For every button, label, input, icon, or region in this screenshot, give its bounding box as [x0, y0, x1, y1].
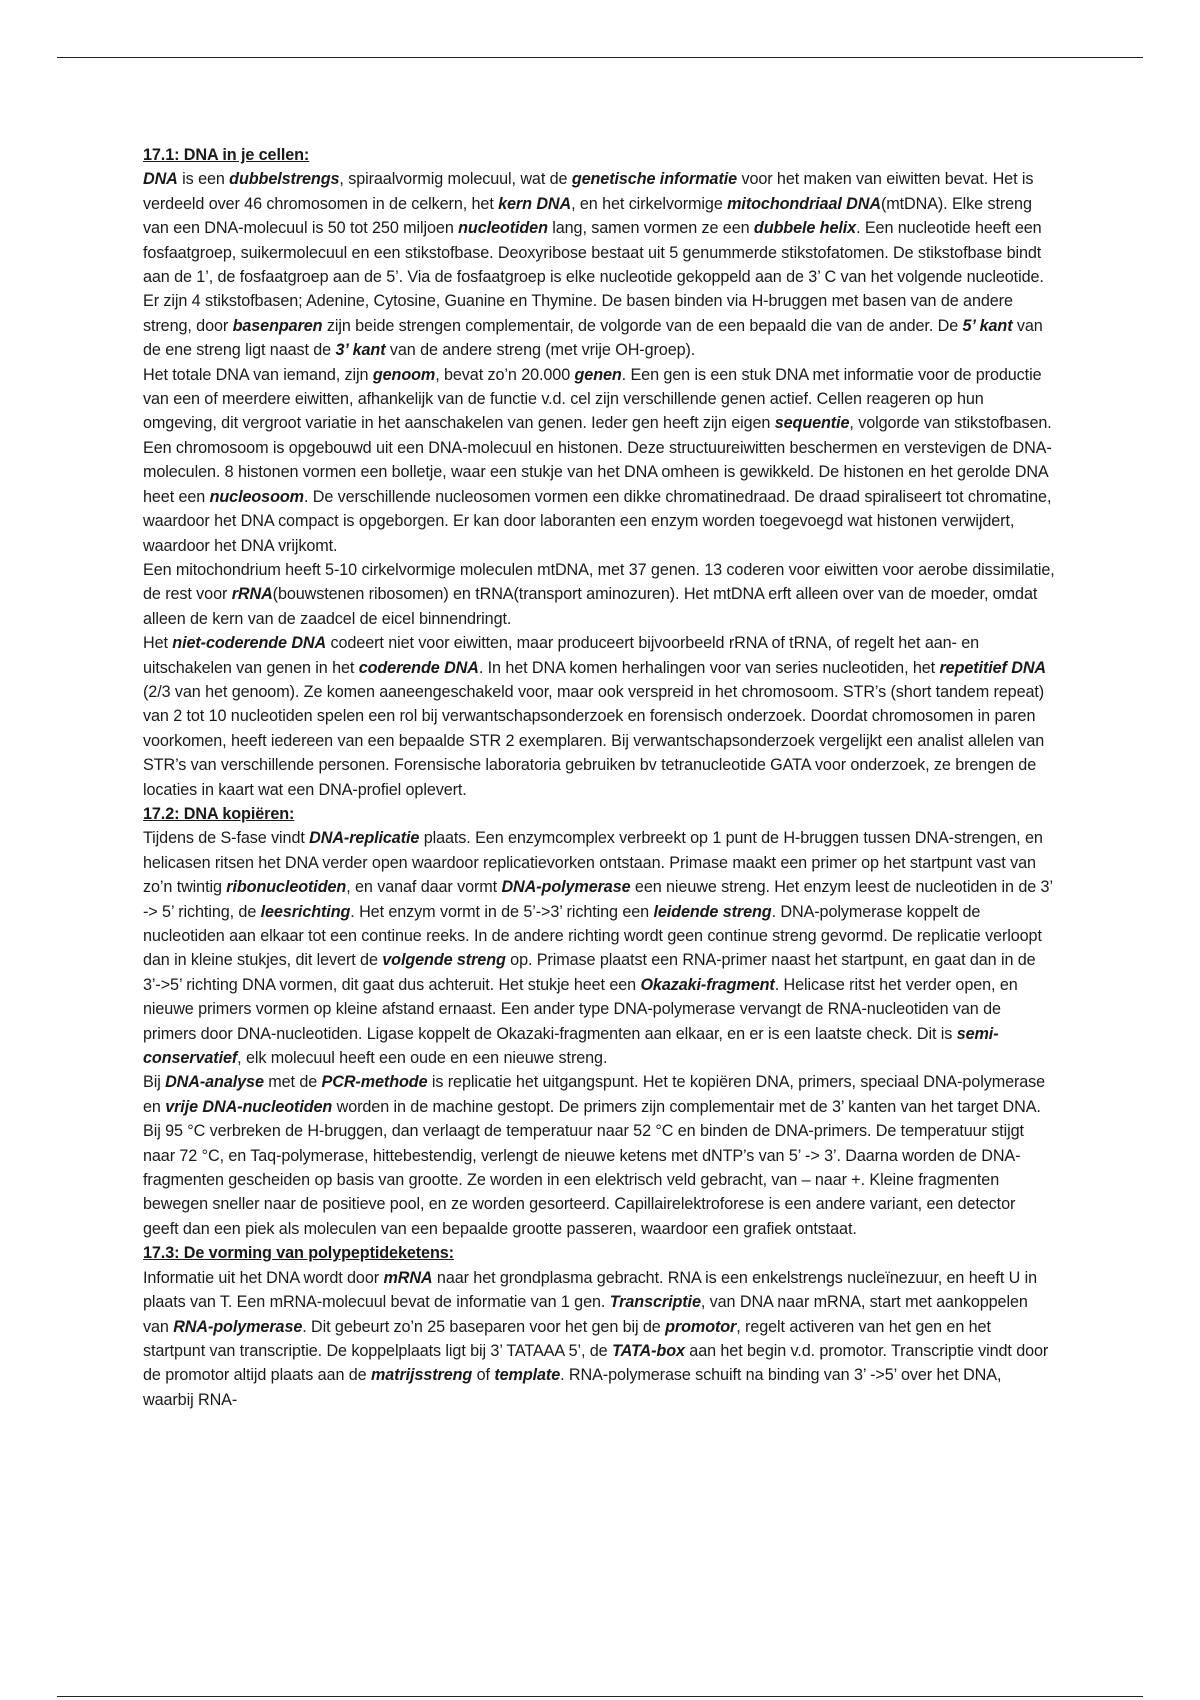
bottom-rule: [57, 1696, 1143, 1697]
key-term: nucleotiden: [458, 219, 548, 238]
text-run: , elk molecuul heeft een oude en een nieuwe streng.: [237, 1049, 608, 1068]
key-term: TATA-box: [611, 1341, 685, 1360]
key-term: basenparen: [232, 316, 323, 335]
text-run: van de andere streng (met vrije OH-groep).: [385, 341, 696, 360]
text-run: Bij: [143, 1073, 166, 1092]
text-run: (mtDNA). Elke streng van een DNA-molecuul is 50 tot 250 miljoen: [143, 194, 1032, 238]
key-term: rRNA: [231, 585, 273, 604]
text-run: Een mitochondrium heeft 5-10 cirkelvormige moleculen mtDNA, met 37 genen. 13 coderen voor eiwitten voor aerobe dissimilatie, de rest voor: [143, 560, 1055, 604]
text-run: worden in de machine gestopt. De primers zijn complementair met de 3’ kanten van het target DNA. Bij 95 °C verbreken de H-bruggen, dan verlaagt de temperatuur naar 52 °C en binden de DNA-primers. De temperatuur stijgt naar 72 °C, en Taq-polymerase, hittebestendig, verlengt de nieuwe ketens met dNTP’s van 5’ -> 3’. Daarna worden de DNA-fragmenten gescheiden op basis van grootte. Ze worden in een elektrisch veld gebracht, van – naar +. Kleine fragmenten bewegen sneller naar de positieve pool, en ze worden gesorteerd. Capillairelektroforese is een andere variant, een detector geeft dan een piek als moleculen van een bepaalde grootte passeren, waardoor een grafiek ontstaat.: [143, 1097, 1041, 1238]
text-run: . Een nucleotide heeft een fosfaatgroep, suikermolecuul en een stikstofbase. Deoxyribose bestaat uit 5 genummerde stikstofatomen. De stikstofbase bindt aan de 1’, de fosfaatgroep aan de 5’. Via de fosfaatgroep is elke nucleotide gekoppeld aan de 3’ C van het volgende nucleotide. Er zijn 4 stikstofbasen; Adenine, Cytosine, Guanine en Thymine. De basen binden via H-bruggen met basen van de andere streng, door: [143, 219, 1044, 335]
paragraph: [143, 1070, 1055, 1241]
text-run: zijn beide strengen complementair, de volgorde van de een bepaald die van de ander. De: [322, 316, 963, 335]
key-term: Transcriptie: [609, 1293, 701, 1312]
text-run: Het totale DNA van iemand, zijn: [143, 365, 373, 384]
key-term: DNA-replicatie: [309, 829, 420, 848]
key-term: 5’ kant: [962, 316, 1013, 335]
key-term: leidende streng: [653, 902, 772, 921]
text-run: , bevat zo’n 20.000: [435, 365, 575, 384]
key-term: volgende streng: [382, 951, 506, 970]
text-run: . DNA-polymerase koppelt de nucleotiden aan elkaar tot een continue reeks. In de andere richting wordt geen continue streng gevormd. De replicatie verloopt dan in kleine stukjes, dit levert de: [143, 902, 1042, 970]
text-run: . Dit gebeurt zo’n 25 baseparen voor het gen bij de: [302, 1317, 666, 1336]
text-run: plaats. Een enzymcomplex verbreekt op 1 punt de H-bruggen tussen DNA-strengen, en helicasen ritsen het DNA verder open waardoor replicatievorken ontstaan. Primase maakt een primer op het startpunt vast van zo’n twintig: [143, 829, 1043, 897]
text-run: . Helicase ritst het verder open, en nieuwe primers vormen op kleine afstand ernaast. Een ander type DNA-polymerase vervangt de RNA-nucleotiden van de primers door DNA-nucleotiden. Ligase koppelt de Okazaki-fragmenten aan elkaar, en er is een laatste check. Dit is: [143, 975, 1018, 1043]
key-term: matrijsstreng: [370, 1366, 473, 1385]
paragraph: [143, 436, 1055, 558]
key-term: dubbelstrengs: [229, 170, 340, 189]
text-run: , regelt activeren van het gen en het startpunt van transcriptie. De koppelplaats ligt bij 3’ TATAAA 5’, de: [143, 1317, 991, 1360]
text-run: , van DNA naar mRNA, start met aankoppelen van: [143, 1293, 1028, 1336]
text-run: , spiraalvormig molecuul, wat de: [339, 170, 572, 189]
text-run: Het: [143, 634, 173, 653]
key-term: sequentie: [774, 414, 850, 433]
key-term: repetitief DNA: [939, 658, 1046, 677]
paragraph: [143, 558, 1055, 631]
key-term: semi-conservatief: [143, 1024, 999, 1068]
key-term: coderende DNA: [358, 658, 479, 677]
text-run: (2/3 van het genoom). Ze komen aaneengeschakeld voor, maar ook verspreid in het chromosoom. STR’s (short tandem repeat) van 2 tot 10 nucleotiden spelen een rol bij verwantschapsonderzoek en forensisch onderzoek. Doordat chromosomen in paren voorkomen, heeft iedereen van een bepaalde STR 2 exemplaren. Bij verwantschapsonderzoek vergelijkt een analist allelen van STR’s van verschillende personen. Forensische laboratoria gebruiken bv tetranucleotide GATA voor onderzoek, ze brengen de locaties in kaart wat een DNA-profiel oplevert.: [143, 682, 1045, 799]
text-run: . Het enzym vormt in de 5’->3’ richting een: [350, 902, 654, 921]
key-term: leesrichting: [260, 902, 351, 921]
section-heading: 17.3: De vorming van polypeptideketens:: [143, 1244, 454, 1263]
text-run: Informatie uit het DNA wordt door: [143, 1268, 384, 1287]
text-run: , en het cirkelvormige: [571, 194, 728, 213]
key-term: template: [494, 1366, 561, 1385]
text-run: van de ene streng ligt naast de: [143, 316, 1043, 360]
key-term: genetische informatie: [571, 170, 738, 189]
text-run: met de: [263, 1073, 322, 1092]
key-term: mRNA: [383, 1268, 433, 1287]
document-body: [143, 143, 1055, 1412]
text-run: . De verschillende nucleosomen vormen een dikke chromatinedraad. De draad spiraliseert tot chromatine, waardoor het DNA compact is opgeborgen. Er kan door laboranten een enzym worden toegevoegd wat histonen verwijdert, waardoor het DNA vrijkomt.: [143, 487, 1052, 555]
text-run: naar het grondplasma gebracht. RNA is een enkelstrengs nucleïnezuur, en heeft U in plaats van T. Een mRNA-molecuul bevat de informatie van 1 gen.: [143, 1268, 1038, 1312]
section-heading: 17.2: DNA kopiëren:: [143, 804, 295, 823]
text-run: . Een gen is een stuk DNA met informatie voor de productie van een of meerdere eiwitten, afhankelijk van de functie v.d. cel zijn verschillende genen actief. Cellen reageren op hun omgeving, dit vergroot variatie in het aanschakelen van genen. Ieder gen heeft zijn eigen: [143, 365, 1042, 433]
text-run: (bouwstenen ribosomen) en tRNA(transport aminozuren). Het mtDNA erft alleen over van de moeder, omdat alleen de kern van de zaadcel de eicel binnendringt.: [143, 585, 1038, 628]
section-heading: 17.1: DNA in je cellen:: [143, 146, 310, 164]
key-term: promotor: [665, 1317, 737, 1336]
key-term: genen: [574, 365, 622, 384]
key-term: DNA-polymerase: [501, 878, 631, 897]
text-run: Tijdens de S-fase vindt: [143, 829, 310, 848]
text-run: , en vanaf daar vormt: [346, 878, 502, 897]
paragraph: [143, 1266, 1055, 1412]
key-term: genoom: [372, 365, 436, 384]
text-run: lang, samen vormen ze een: [547, 219, 754, 238]
text-run: codeert niet voor eiwitten, maar produceert bijvoorbeeld rRNA of tRNA, of regelt het aan- en uitschakelen van genen in het: [143, 634, 980, 677]
text-run: . RNA-polymerase schuift na binding van 3’ ->5’ over het DNA, waarbij RNA-: [143, 1366, 1002, 1409]
text-run: een nieuwe streng. Het enzym leest de nucleotiden in de 3’ -> 5’ richting, de: [143, 878, 1053, 921]
text-run: of: [472, 1366, 495, 1385]
top-rule: [57, 57, 1143, 58]
paragraph: [143, 826, 1055, 1070]
key-term: DNA-analyse: [165, 1073, 264, 1092]
paragraph: [143, 167, 1055, 362]
text-run: aan het begin v.d. promotor. Transcriptie vindt door de promotor altijd plaats aan de: [143, 1341, 1049, 1385]
text-run: op. Primase plaatst een RNA-primer naast het startpunt, en gaat dan in de 3’->5’ richting DNA vormen, dit gaat dus achteruit. Het stukje heet een: [143, 951, 1036, 994]
key-term: RNA-polymerase: [173, 1317, 303, 1336]
key-term: DNA: [143, 170, 178, 189]
text-run: is replicatie het uitgangspunt. Het te kopiëren DNA, primers, speciaal DNA-polymerase en: [143, 1073, 1046, 1116]
key-term: 3’ kant: [335, 341, 386, 360]
text-run: . In het DNA komen herhalingen voor van series nucleotiden, het: [478, 658, 940, 677]
paragraph: [143, 363, 1055, 436]
text-run: is een: [177, 170, 230, 189]
key-term: vrije DNA-nucleotiden: [165, 1097, 333, 1116]
paragraph: [143, 631, 1055, 802]
key-term: dubbele helix: [753, 219, 857, 238]
key-term: nucleosoom: [209, 487, 304, 506]
key-term: niet-coderende DNA: [172, 634, 327, 653]
key-term: kern DNA: [498, 194, 572, 213]
key-term: ribonucleotiden: [226, 878, 347, 897]
text-run: , volgorde van stikstofbasen.: [849, 414, 1052, 433]
key-term: PCR-methode: [321, 1073, 428, 1092]
key-term: Okazaki-fragment: [640, 975, 775, 994]
text-run: voor het maken van eiwitten bevat. Het is verdeeld over 46 chromosomen in de celkern, het: [143, 170, 1034, 213]
key-term: mitochondriaal DNA: [727, 194, 881, 213]
text-run: Een chromosoom is opgebouwd uit een DNA-molecuul en histonen. Deze structuureiwitten beschermen en verstevigen de DNA-moleculen. 8 histonen vormen een bolletje, waar een stukje van het DNA omheen is gewikkeld. De histonen en het gerolde DNA heet een: [143, 438, 1052, 506]
